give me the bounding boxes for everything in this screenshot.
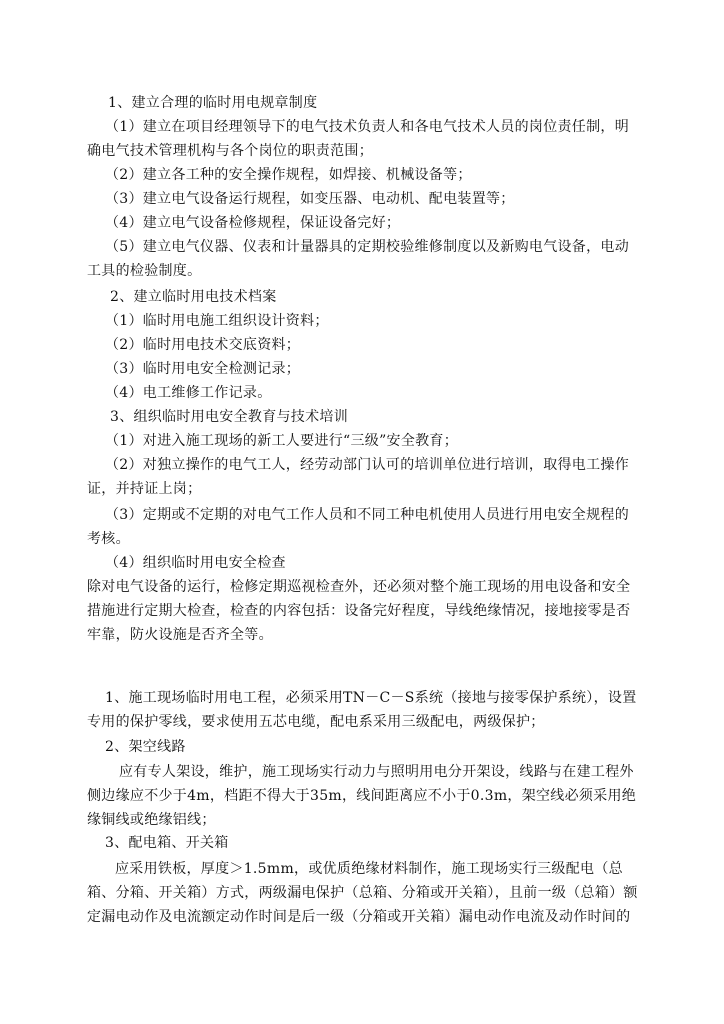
paragraph-3-5: 除对电气设备的运行，检修定期巡视检查外，还必须对整个施工现场的用电设备和安全措施进行定期大检查，检查的内容包括：设备完好程度，导线绝缘情况，接地接零是否牢靠，防火设施是否齐全等。 bbox=[87, 579, 631, 643]
paragraph-3-1: （1）对进入施工现场的新工人要进行“三级”安全教育； bbox=[105, 433, 459, 449]
section-5-2-title: 2、架空线路 bbox=[105, 739, 186, 755]
section-5-3-title: 3、配电箱、开关箱 bbox=[105, 835, 229, 851]
section-3-title: 3、组织临时用电安全教育与技术培训 bbox=[110, 409, 349, 425]
paragraph-2-2: （2）临时用电技术交底资料； bbox=[105, 337, 301, 353]
paragraph-1-3: （3）建立电气设备运行规程，如变压器、电动机、配电装置等； bbox=[105, 191, 515, 207]
paragraph-5-3: 应采用铁板，厚度＞1.5mm，或优质绝缘材料制作，施工现场实行三级配电（总箱、分箱、开关箱）方式，两级漏电保护（总箱、分箱或开关箱），且前一级（总箱）额定漏电动作及电流额定动作时间是后一级（分箱或开关箱）漏电动作电流及动作时间的 bbox=[87, 861, 638, 925]
paragraph-3-4: （4）组织临时用电安全检查 bbox=[105, 555, 286, 571]
paragraph-5-2: 应有专人架设，维护，施工现场实行动力与照明用电分开架设，线路与在建工程外侧边缘应不少于4m，档距不得大于35m，线间距离应不小于0.3m，架空线必须采用绝缘铜线或绝缘铝线； bbox=[87, 764, 637, 828]
paragraph-1-5: （5）建立电气仪器、仪表和计量器具的定期校验维修制度以及新购电气设备，电动工具的检验制度。 bbox=[87, 239, 630, 279]
section-2-title: 2、建立临时用电技术档案 bbox=[110, 289, 277, 305]
paragraph-3-3: （3）定期或不定期的对电气工作人员和不同工种电机使用人员进行用电安全规程的考核。 bbox=[87, 507, 630, 547]
paragraph-3-2: （2）对独立操作的电气工人，经劳动部门认可的培训单位进行培训，取得电工操作证，并持证上岗； bbox=[87, 457, 630, 497]
paragraph-2-3: （3）临时用电安全检测记录； bbox=[105, 361, 301, 377]
paragraph-1-2: （2）建立各工种的安全操作规程，如焊接、机械设备等； bbox=[105, 167, 472, 183]
paragraph-5-1: 1、施工现场临时用电工程，必须采用TN－C－S系统（接地与接零保护系统），设置专用的保护零线，要求使用五芯电缆，配电系采用三级配电，两级保护； bbox=[87, 690, 637, 730]
paragraph-1-1: （1）建立在项目经理领导下的电气技术负责人和各电气技术人员的岗位责任制，明确电气技术管理机构与各个岗位的职责范围； bbox=[87, 119, 630, 159]
paragraph-1-4: （4）建立电气设备检修规程，保证设备完好； bbox=[105, 215, 401, 231]
paragraph-2-4: （4）电工维修工作记录。 bbox=[105, 385, 272, 401]
paragraph-2-1: （1）临时用电施工组织设计资料； bbox=[105, 313, 329, 329]
section-1-title: 1、建立合理的临时用电规章制度 bbox=[108, 95, 318, 111]
